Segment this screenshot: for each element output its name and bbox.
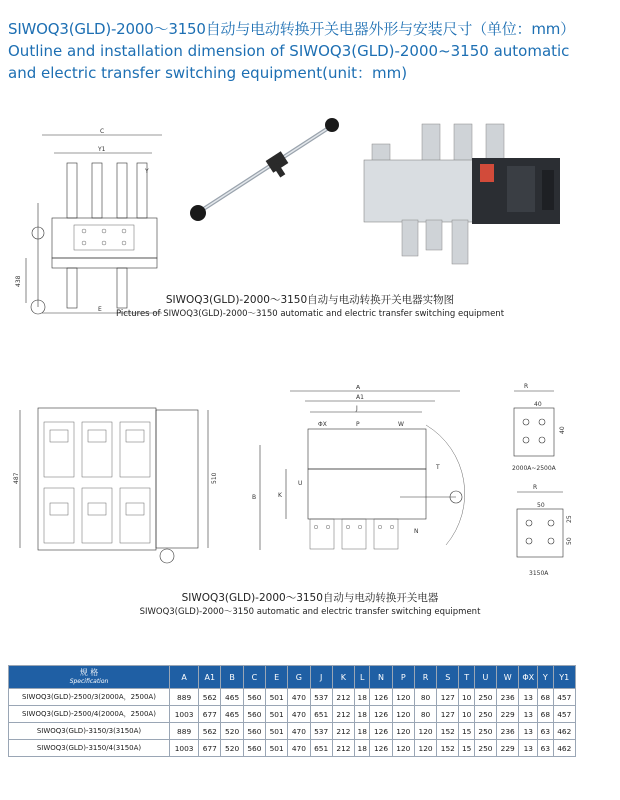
figure1-caption [0, 292, 620, 319]
figure2-caption [0, 590, 620, 617]
table-cell: 236 [497, 723, 519, 740]
table-cell: 562 [199, 689, 221, 706]
table-cell: 10 [459, 689, 474, 706]
dim-438: 438 [15, 275, 22, 287]
table-cell: 889 [170, 723, 199, 740]
dim-u: U [298, 480, 303, 487]
dim-c: C [100, 128, 105, 135]
dim-p: P [356, 421, 360, 428]
table-row [9, 706, 576, 723]
column-header: J [310, 666, 332, 689]
row-model: SIWOQ3(GLD)-2500/4(2000A，2500A) [9, 706, 170, 723]
terminal-25: 25 [566, 515, 573, 523]
table-cell: 18 [355, 740, 370, 757]
table-cell: 63 [538, 740, 553, 757]
column-header: E [266, 666, 288, 689]
table-cell: 80 [414, 706, 436, 723]
table-header-row [9, 666, 576, 689]
table-cell: 120 [392, 740, 414, 757]
table-cell: 212 [332, 706, 354, 723]
terminal-detail-2500 [498, 382, 588, 472]
figure1-caption-en: Pictures of SIWOQ3(GLD)-2000～3150 automatic and electric transfer switching equipment [115, 309, 505, 319]
dim-510: 510 [211, 472, 218, 484]
table-cell: 120 [414, 723, 436, 740]
table-cell: 470 [288, 689, 310, 706]
table-cell: 127 [437, 689, 459, 706]
table-cell: 501 [266, 723, 288, 740]
table-row [9, 740, 576, 757]
table-cell: 126 [370, 723, 392, 740]
table-cell: 229 [497, 740, 519, 757]
column-header: U [474, 666, 496, 689]
dim-phix: ΦX [318, 421, 327, 428]
table-cell: 457 [553, 689, 575, 706]
table-cell: 212 [332, 689, 354, 706]
dim-t: T [436, 464, 440, 471]
table-cell: 537 [310, 723, 332, 740]
table-cell: 68 [538, 689, 553, 706]
table-cell: 250 [474, 740, 496, 757]
table-cell: 457 [553, 706, 575, 723]
column-header: Y [538, 666, 553, 689]
table-cell: 562 [199, 723, 221, 740]
table-cell: 15 [459, 723, 474, 740]
dim-a1: A1 [356, 394, 364, 401]
terminal-50-width: 50 [537, 502, 545, 509]
table-cell: 126 [370, 740, 392, 757]
table-cell: 212 [332, 740, 354, 757]
table-cell: 501 [266, 689, 288, 706]
terminal-r-label-1: R [524, 383, 529, 390]
column-header: A [170, 666, 199, 689]
column-header: K [332, 666, 354, 689]
figure2-caption-cn: SIWOQ3(GLD)-2000～3150自动与电动转换开关电器 [181, 592, 439, 604]
table-cell: 677 [199, 706, 221, 723]
side-view-drawing [12, 398, 222, 573]
table-cell: 212 [332, 723, 354, 740]
column-header: S [437, 666, 459, 689]
dim-n: N [414, 528, 419, 535]
table-cell: 63 [538, 723, 553, 740]
table-cell: 68 [538, 706, 553, 723]
table-cell: 501 [266, 740, 288, 757]
table-cell: 651 [310, 706, 332, 723]
terminal-r-label-2: R [533, 484, 538, 491]
table-cell: 18 [355, 723, 370, 740]
table-cell: 889 [170, 689, 199, 706]
table-cell: 126 [370, 706, 392, 723]
column-header: N [370, 666, 392, 689]
table-cell: 520 [221, 723, 243, 740]
column-header: R [414, 666, 436, 689]
dim-a: A [356, 385, 361, 391]
table-cell: 13 [519, 740, 538, 757]
dim-b: B [252, 494, 257, 501]
table-cell: 537 [310, 689, 332, 706]
table-cell: 1003 [170, 740, 199, 757]
table-cell: 462 [553, 723, 575, 740]
column-header: T [459, 666, 474, 689]
row-model: SIWOQ3(GLD)-3150/4(3150A) [9, 740, 170, 757]
column-header: ΦX [519, 666, 538, 689]
table-cell: 501 [266, 706, 288, 723]
table-cell: 10 [459, 706, 474, 723]
dim-k: K [278, 492, 282, 499]
table-cell: 465 [221, 706, 243, 723]
table-cell: 13 [519, 689, 538, 706]
column-header: W [497, 666, 519, 689]
figure1-caption-cn: SIWOQ3(GLD)-2000～3150自动与电动转换开关电器实物图 [165, 294, 455, 306]
header-specification [9, 666, 170, 689]
table-row [9, 689, 576, 706]
table-cell: 120 [392, 723, 414, 740]
table-cell: 120 [392, 689, 414, 706]
table-cell: 462 [553, 740, 575, 757]
dimension-table [8, 665, 576, 757]
page-header [8, 18, 614, 84]
figure2-caption-en: SIWOQ3(GLD)-2000～3150 automatic and electric transfer switching equipment [139, 607, 481, 617]
table-cell: 120 [392, 706, 414, 723]
column-header: L [355, 666, 370, 689]
column-header: P [392, 666, 414, 689]
device-photo [362, 120, 570, 270]
table-row [9, 723, 576, 740]
table-cell: 470 [288, 740, 310, 757]
title-english-line-2: and electric transfer switching equipment(unit：mm) [8, 64, 408, 82]
row-model: SIWOQ3(GLD)-3150/3(3150A) [9, 723, 170, 740]
dim-487: 487 [13, 472, 20, 484]
table-cell: 80 [414, 689, 436, 706]
table-cell: 560 [243, 740, 265, 757]
row-model: SIWOQ3(GLD)-2500/3(2000A，2500A) [9, 689, 170, 706]
table-cell: 236 [497, 689, 519, 706]
table-cell: 520 [221, 740, 243, 757]
table-cell: 465 [221, 689, 243, 706]
table-cell: 1003 [170, 706, 199, 723]
column-header: B [221, 666, 243, 689]
column-header: A1 [199, 666, 221, 689]
title-english-line-1: Outline and installation dimension of SIWOQ3(GLD)-2000~3150 automatic [8, 42, 570, 60]
terminal-50-height: 50 [566, 537, 573, 545]
table-cell: 470 [288, 723, 310, 740]
terminal-2500-caption: 2000A~2500A [512, 465, 556, 472]
table-cell: 18 [355, 706, 370, 723]
table-cell: 13 [519, 706, 538, 723]
terminal-40-width: 40 [534, 401, 542, 408]
table-cell: 560 [243, 689, 265, 706]
dim-y1: Y1 [98, 146, 106, 153]
column-header: Y1 [553, 666, 575, 689]
table-cell: 470 [288, 706, 310, 723]
title-chinese: SIWOQ3(GLD)-2000～3150自动与电动转换开关电器外形与安装尺寸（单位：mm） [8, 20, 575, 38]
table-cell: 120 [414, 740, 436, 757]
table-cell: 18 [355, 689, 370, 706]
table-cell: 152 [437, 740, 459, 757]
terminal-3150-caption: 3150A [529, 570, 549, 577]
table-cell: 250 [474, 706, 496, 723]
column-header: C [243, 666, 265, 689]
header-spec-en: Specification [69, 678, 109, 685]
column-header: G [288, 666, 310, 689]
table-cell: 13 [519, 723, 538, 740]
table-cell: 152 [437, 723, 459, 740]
dim-w: W [398, 421, 404, 428]
table-cell: 651 [310, 740, 332, 757]
handle-photo [180, 115, 350, 225]
dim-y: Y [145, 168, 149, 175]
table-cell: 250 [474, 723, 496, 740]
table-cell: 250 [474, 689, 496, 706]
outline-drawing-front [12, 125, 172, 320]
table-cell: 126 [370, 689, 392, 706]
table-cell: 560 [243, 706, 265, 723]
terminal-detail-3150 [505, 483, 585, 583]
terminal-40-height: 40 [559, 426, 566, 434]
header-spec-cn: 规 格 [79, 668, 99, 677]
table-cell: 677 [199, 740, 221, 757]
table-cell: 560 [243, 723, 265, 740]
table-cell: 229 [497, 706, 519, 723]
front-view-drawing [250, 385, 475, 565]
dim-e: E [98, 306, 102, 313]
table-cell: 127 [437, 706, 459, 723]
table-cell: 15 [459, 740, 474, 757]
dim-j: J [356, 405, 358, 412]
